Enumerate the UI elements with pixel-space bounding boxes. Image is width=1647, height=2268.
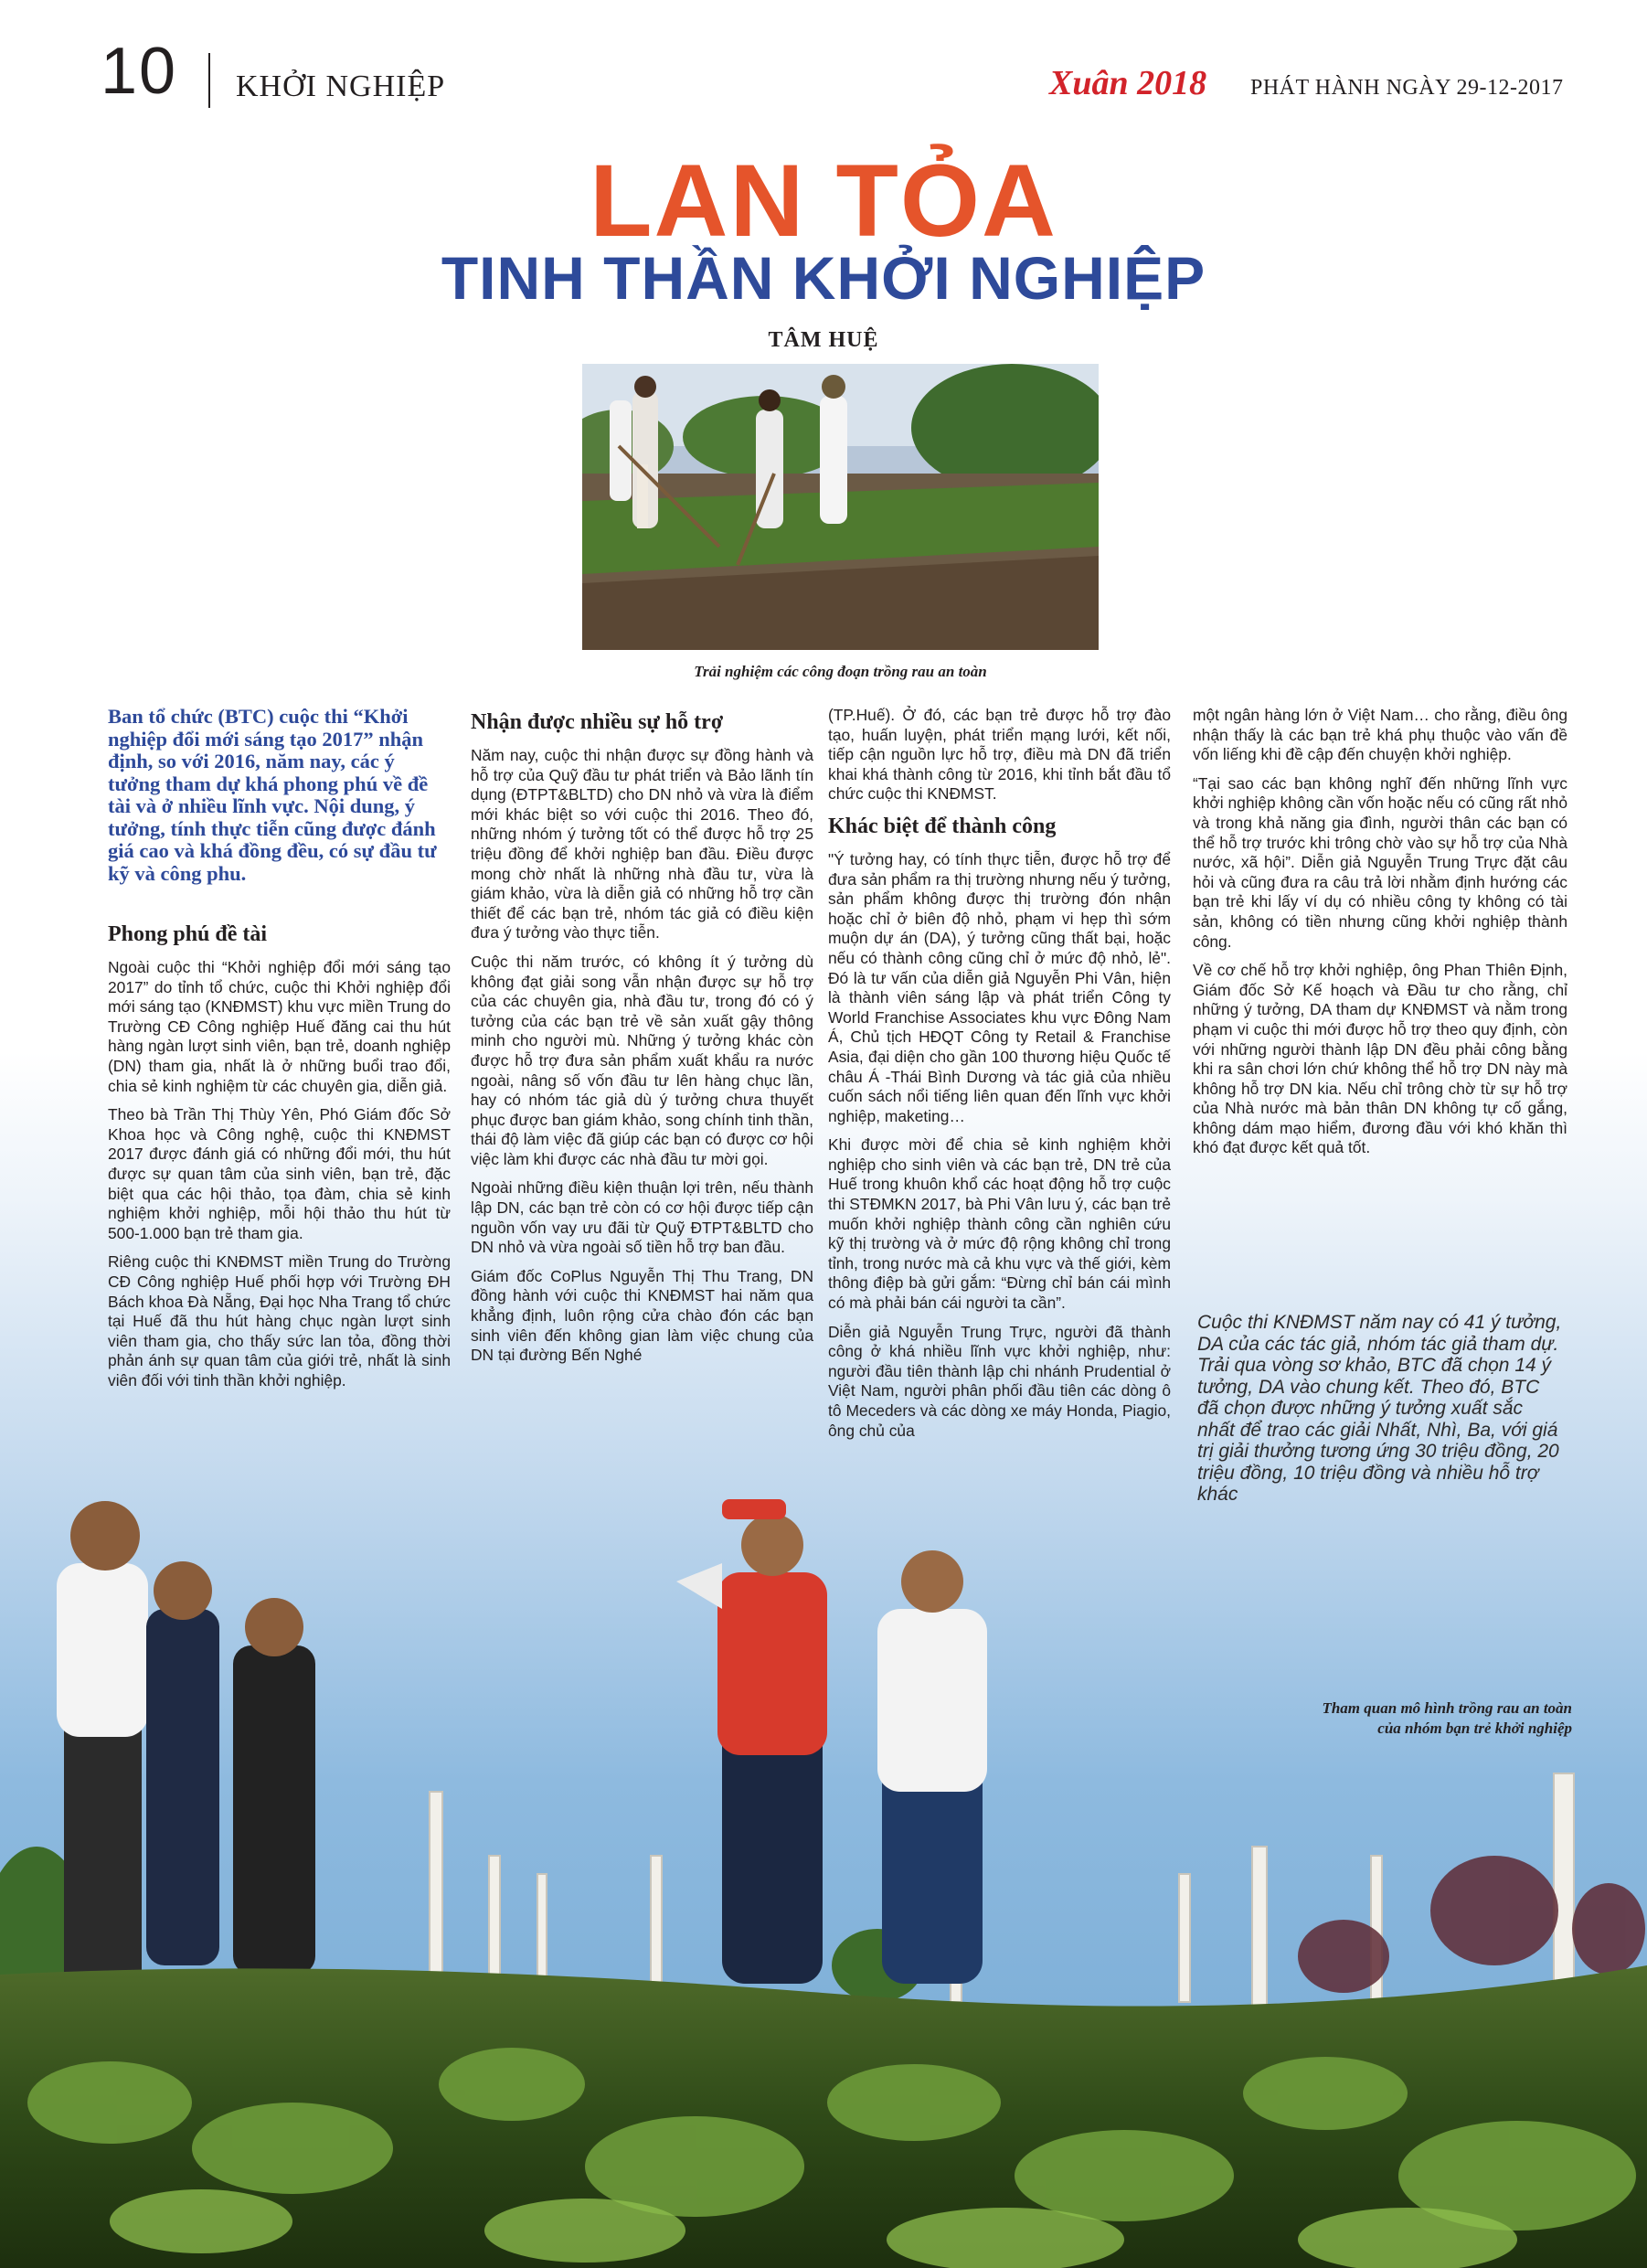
- header-divider: [208, 53, 210, 108]
- paragraph: Ngoài những điều kiện thuận lợi trên, nếu thành lập DN, các bạn trẻ còn có cơ hội được tiếp cận nguồn vốn vay ưu đãi từ Quỹ ĐTPT&BLTD cho DN nhỏ và vừa ngoài số tiền hỗ trợ ban đầu.: [471, 1178, 813, 1257]
- subheading-phong-phu-de-tai: Phong phú đề tài: [108, 922, 268, 946]
- paragraph: một ngân hàng lớn ở Việt Nam… cho rằng, điều ông nhận thấy là các bạn trẻ khá phụ thuộc vào vấn đề vốn liếng khi đề cập đến chuyện khởi nghiệp.: [1193, 706, 1567, 764]
- paragraph: (TP.Huế). Ở đó, các bạn trẻ được hỗ trợ đào tạo, huấn luyện, phát triển mạng lưới, kết nối, tiếp cận nguồn lực hỗ trợ, điều mà DN đã triển khai khá thành công từ 2016, khi tỉnh bắt đầu tổ chức cuộc thi KNĐMST.: [828, 706, 1171, 804]
- article-column-1: [108, 706, 451, 1400]
- paragraph: Năm nay, cuộc thi nhận được sự đồng hành và hỗ trợ của Quỹ đầu tư phát triển và Bảo lãnh tín dụng (ĐTPT&BLTD) cho DN nhỏ và vừa là điểm mới khác biệt so với cuộc thi 2016. Theo đó, những nhóm ý tưởng tốt có thể được hỗ trợ 25 triệu đồng để khởi nghiệp ban đầu. Điều được mong chờ nhất là những nhà đầu tư, vừa là giám khảo, vừa là diễn giả có những hỗ trợ cần thiết để các bạn trẻ, nhóm tác giả có điều kiện đưa ý tưởng vào thực tiễn.: [471, 746, 813, 942]
- subheading-nhan-duoc-ho-tro: Nhận được nhiều sự hỗ trợ: [471, 710, 724, 734]
- paragraph: Riêng cuộc thi KNĐMST miền Trung do Trường CĐ Công nghiệp Huế phối hợp với Trường ĐH Bách khoa Đà Nẵng, Đại học Nha Trang tổ chức tại Huế đã thu hút hàng chục ngàn lượt sinh viên tham gia, cho thấy sức lan tỏa, đồng thời phản ánh sự quan tâm của giới trẻ, nhất là sinh viên đối với tinh thần khởi nghiệp.: [108, 1252, 451, 1390]
- section-label: KHỞI NGHIỆP: [236, 69, 446, 103]
- paragraph: Diễn giả Nguyễn Trung Trực, người đã thành công ở khá nhiều lĩnh vực khởi nghiệp, như: người đầu tiên thành lập chi nhánh Prudential ở Việt Nam, người phân phối đầu tiên các dòng ô tô Meceders và các dòng xe máy Honda, Piagio, ông chủ của: [828, 1322, 1171, 1440]
- article-lead: Ban tổ chức (BTC) cuộc thi “Khởi nghiệp đổi mới sáng tạo 2017” nhận định, so với 2016, năm nay, các ý tưởng tham dự khá phong phú về đề tài và ở nhiều lĩnh vực. Nội dung, ý tưởng, tính thực tiễn cũng được đánh giá cao và khá đồng đều, có sự đầu tư kỹ và công phu.: [108, 705, 437, 885]
- farming-photo: [582, 364, 1099, 650]
- paragraph: Khi được mời để chia sẻ kinh nghiệm khởi nghiệp cho sinh viên và các bạn trẻ, DN trẻ của Huế trong khuôn khổ các hoạt động hỗ trợ cuộc thi STĐMKN 2017, bà Phi Vân lưu ý, các bạn trẻ muốn khởi nghiệp thành công cần nghiên cứu kỹ thị trường và ở mức độ rộng không chỉ trong tỉnh, trong nước mà cả khu vực và thế giới, kèm thông điệp bà gửi gắm: “Đừng chỉ bán cái mình có mà phải bán cái người ta cần”.: [828, 1135, 1171, 1313]
- paragraph: Về cơ chế hỗ trợ khởi nghiệp, ông Phan Thiên Định, Giám đốc Sở Kế hoạch và Đầu tư cho rằng, chỉ những ý tưởng, DA tham dự KNĐMST và nằm trong phạm vi cuộc thi mới được hỗ trợ theo quy định, còn với những người thành lập DN đều phải công bằng khi ra sân chơi lớn chứ không thể hỗ trợ DN này mà không hỗ trợ DN kia. Nếu chỉ trông chờ từ sự hỗ trợ của Nhà nước mà bản thân DN không tự cố gắng, không dám mạo hiểm, đương đầu với khó khăn thì khó đạt được kết quả tốt.: [1193, 961, 1567, 1157]
- issue-name: Xuân 2018: [1049, 64, 1207, 102]
- article-title-line1: LAN TỎA: [590, 144, 1057, 258]
- paragraph: Giám đốc CoPlus Nguyễn Thị Thu Trang, DN đồng hành với cuộc thi KNĐMST hai năm qua khẳng định, luôn rộng cửa chào đón các bạn sinh viên đến không gian làm việc chung của DN tại đường Bến Nghé: [471, 1266, 813, 1365]
- paragraph: Cuộc thi năm trước, có không ít ý tưởng dù không đạt giải song vẫn nhận được sự hỗ trợ của các chuyên gia, nhà đầu tư, trong đó có ý tưởng của các bạn trẻ về sản xuất gậy thông minh cho người mù. Những ý tưởng khác còn được hỗ trợ đưa sản phẩm xuất khẩu ra nước ngoài, nâng số vốn đầu tư lên hàng chục lần, hay có nhóm tác giả dù ý tưởng chưa thuyết phục được ban giám khảo, song chính tinh thần, thái độ làm việc đã giúp các bạn có được cơ hội việc làm khi được các nhà đầu tư mời gọi.: [471, 952, 813, 1168]
- article-column-4: [1193, 706, 1567, 1167]
- paragraph: "Ý tưởng hay, có tính thực tiễn, được hỗ trợ để đưa sản phẩm ra thị trường nhưng nếu ý tưởng, sản phẩm không được thị trường đón nhận hoặc chỉ ở biên độ nhỏ, phạm vi hẹp thì sớm muộn dự án (DA), ý tưởng cũng thất bại, hoặc nếu có thành công cũng chỉ ở mức độ nhỏ, lẻ". Đó là tư vấn của diễn giả Nguyễn Phi Vân, hiện là thành viên sáng lập và phát triển Công ty World Franchise Associates khu vực Đông Nam Á, Chủ tịch HĐQT Công ty Retail & Franchise Asia, đại diện cho gần 100 thương hiệu Quốc tế châu Á -Thái Bình Dương và tác giả của nhiều cuốn sách nổi tiếng liên quan đến lĩnh vực khởi nghiệp, maketing…: [828, 849, 1171, 1125]
- paragraph: Theo bà Trần Thị Thùy Yên, Phó Giám đốc Sở Khoa học và Công nghệ, cuộc thi KNĐMST 2017 được đánh giá có những đổi mới, thu hút được sự quan tâm của sinh viên, bạn trẻ, đặc biệt qua các hội thảo, tọa đàm, chia sẻ kinh nghiệm khởi nghiệp, mỗi hội thảo thu hút từ 500-1.000 bạn trẻ tham gia.: [108, 1105, 451, 1242]
- bottom-caption-line2: của nhóm bạn trẻ khởi nghiệp: [1377, 1720, 1572, 1737]
- subheading-khac-biet: Khác biệt để thành công: [828, 814, 1057, 838]
- article-column-2: [471, 706, 813, 1375]
- bottom-photo-caption: [1188, 1698, 1572, 1739]
- bottom-caption-line1: Tham quan mô hình trồng rau an toàn: [1322, 1699, 1572, 1717]
- release-date: PHÁT HÀNH NGÀY 29-12-2017: [1250, 76, 1564, 100]
- author-byline: TÂM HUỆ: [768, 328, 879, 352]
- page-number: 10: [101, 35, 178, 108]
- article-title-line2: TINH THẦN KHỞI NGHIỆP: [441, 244, 1206, 312]
- paragraph: Ngoài cuộc thi “Khởi nghiệp đổi mới sáng tạo 2017” do tỉnh tổ chức, cuộc thi Khởi nghiệp đổi mới sáng tạo (KNĐMST) khu vực miền Trung do Trường CĐ Công nghiệp Huế đăng cai thu hút hàng ngàn lượt sinh viên, bạn trẻ, doanh nghiệp (DN) tham gia, nhất là ở những buổi trao đổi, chia sẻ kinh nghiệm từ các chuyên gia, diễn giả.: [108, 958, 451, 1095]
- top-photo-caption: Trải nghiệm các công đoạn trồng rau an toàn: [694, 663, 987, 680]
- paragraph: “Tại sao các bạn không nghĩ đến những lĩnh vực khởi nghiệp không cần vốn hoặc nếu có cũng rất nhỏ và trong khả năng gia đình, người thân các bạn có thể hỗ trợ trước khi trông chờ vào sự hỗ trợ của Nhà nước, xã hội”. Diễn giả Nguyễn Trung Trực đặt câu hỏi và cũng đưa ra câu trả lời nhằm định hướng các bạn trẻ khi lấy ví dụ có nhiều công ty không có tài sản, không có tiền nhưng cũng khởi nghiệp thành công.: [1193, 773, 1567, 951]
- contest-summary-note: Cuộc thi KNĐMST năm nay có 41 ý tưởng, DA của các tác giả, nhóm tác giả tham dự. Trải qua vòng sơ khảo, BTC đã chọn 14 ý tưởng, DA vào chung kết. Theo đó, BTC đã chọn được những ý tưởng xuất sắc nhất để trao các giải Nhất, Nhì, Ba, với giá trị giải thưởng tương ứng 30 triệu đồng, 20 triệu đồng, 10 triệu đồng và nhiều hỗ trợ khác: [1197, 1312, 1562, 1505]
- article-column-3: [828, 706, 1171, 1450]
